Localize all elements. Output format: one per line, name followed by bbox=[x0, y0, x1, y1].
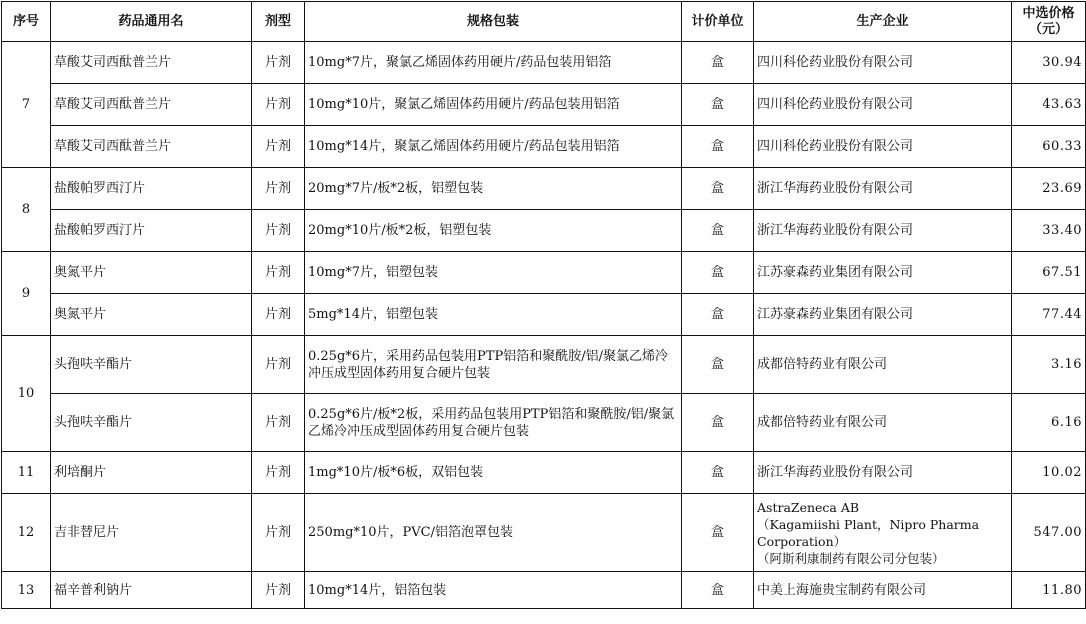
dosage-form: 片剂 bbox=[252, 252, 305, 294]
dosage-form: 片剂 bbox=[252, 572, 305, 609]
table-row bbox=[2, 168, 1086, 210]
drug-name: 奥氮平片 bbox=[51, 294, 252, 336]
row-number: 11 bbox=[2, 452, 51, 494]
row-number: 10 bbox=[2, 336, 51, 452]
dosage-form: 片剂 bbox=[252, 494, 305, 572]
manufacturer: 浙江华海药业股份有限公司 bbox=[754, 210, 1012, 252]
drug-name: 吉非替尼片 bbox=[51, 494, 252, 572]
dosage-form: 片剂 bbox=[252, 210, 305, 252]
drug-price-table bbox=[1, 1, 1086, 609]
selected-price: 547.00 bbox=[1012, 494, 1086, 572]
spec-package: 10mg*7片，聚氯乙烯固体药用硬片/药品包装用铝箔 bbox=[305, 42, 682, 84]
table-row bbox=[2, 294, 1086, 336]
header-price: 中选价格 （元） bbox=[1012, 2, 1086, 42]
pricing-unit: 盒 bbox=[682, 252, 754, 294]
drug-name: 头孢呋辛酯片 bbox=[51, 336, 252, 394]
drug-name: 利培酮片 bbox=[51, 452, 252, 494]
pricing-unit: 盒 bbox=[682, 494, 754, 572]
table-row bbox=[2, 336, 1086, 394]
dosage-form: 片剂 bbox=[252, 42, 305, 84]
table-row bbox=[2, 84, 1086, 126]
spec-package: 20mg*7片/板*2板，铝塑包装 bbox=[305, 168, 682, 210]
table-row bbox=[2, 210, 1086, 252]
header-form: 剂型 bbox=[252, 2, 305, 42]
selected-price: 33.40 bbox=[1012, 210, 1086, 252]
drug-name: 盐酸帕罗西汀片 bbox=[51, 210, 252, 252]
row-number: 13 bbox=[2, 572, 51, 609]
drug-name: 草酸艾司西酞普兰片 bbox=[51, 126, 252, 168]
spec-package: 20mg*10片/板*2板，铝塑包装 bbox=[305, 210, 682, 252]
row-number: 7 bbox=[2, 42, 51, 168]
table-row bbox=[2, 494, 1086, 572]
header-spec: 规格包装 bbox=[305, 2, 682, 42]
spec-package: 10mg*7片，铝塑包装 bbox=[305, 252, 682, 294]
dosage-form: 片剂 bbox=[252, 126, 305, 168]
pricing-unit: 盒 bbox=[682, 294, 754, 336]
drug-name: 盐酸帕罗西汀片 bbox=[51, 168, 252, 210]
selected-price: 60.33 bbox=[1012, 126, 1086, 168]
selected-price: 10.02 bbox=[1012, 452, 1086, 494]
drug-name: 草酸艾司西酞普兰片 bbox=[51, 84, 252, 126]
header-no: 序号 bbox=[2, 2, 51, 42]
selected-price: 43.63 bbox=[1012, 84, 1086, 126]
pricing-unit: 盒 bbox=[682, 210, 754, 252]
pricing-unit: 盒 bbox=[682, 572, 754, 609]
drug-name: 头孢呋辛酯片 bbox=[51, 394, 252, 452]
selected-price: 77.44 bbox=[1012, 294, 1086, 336]
table-row bbox=[2, 42, 1086, 84]
spec-package: 1mg*10片/板*6板，双铝包装 bbox=[305, 452, 682, 494]
spec-package: 10mg*14片，聚氯乙烯固体药用硬片/药品包装用铝箔 bbox=[305, 126, 682, 168]
spec-package: 0.25g*6片/板*2板，采用药品包装用PTP铝箔和聚酰胺/铝/聚氯乙烯冷冲压成型固体药用复合硬片包装 bbox=[305, 394, 682, 452]
dosage-form: 片剂 bbox=[252, 84, 305, 126]
selected-price: 6.16 bbox=[1012, 394, 1086, 452]
header-name: 药品通用名 bbox=[51, 2, 252, 42]
dosage-form: 片剂 bbox=[252, 168, 305, 210]
drug-name: 福辛普利钠片 bbox=[51, 572, 252, 609]
manufacturer: 浙江华海药业股份有限公司 bbox=[754, 168, 1012, 210]
dosage-form: 片剂 bbox=[252, 336, 305, 394]
table-row bbox=[2, 252, 1086, 294]
spec-package: 250mg*10片，PVC/铝箔泡罩包装 bbox=[305, 494, 682, 572]
header-unit: 计价单位 bbox=[682, 2, 754, 42]
table-row bbox=[2, 126, 1086, 168]
drug-name: 奥氮平片 bbox=[51, 252, 252, 294]
pricing-unit: 盒 bbox=[682, 126, 754, 168]
selected-price: 3.16 bbox=[1012, 336, 1086, 394]
spec-package: 5mg*14片，铝塑包装 bbox=[305, 294, 682, 336]
manufacturer: 浙江华海药业股份有限公司 bbox=[754, 452, 1012, 494]
spec-package: 10mg*14片，铝箔包装 bbox=[305, 572, 682, 609]
dosage-form: 片剂 bbox=[252, 394, 305, 452]
pricing-unit: 盒 bbox=[682, 336, 754, 394]
selected-price: 30.94 bbox=[1012, 42, 1086, 84]
row-number: 8 bbox=[2, 168, 51, 252]
row-number: 9 bbox=[2, 252, 51, 336]
table-row bbox=[2, 394, 1086, 452]
spec-package: 10mg*10片，聚氯乙烯固体药用硬片/药品包装用铝箔 bbox=[305, 84, 682, 126]
manufacturer: 四川科伦药业股份有限公司 bbox=[754, 42, 1012, 84]
dosage-form: 片剂 bbox=[252, 452, 305, 494]
selected-price: 23.69 bbox=[1012, 168, 1086, 210]
pricing-unit: 盒 bbox=[682, 394, 754, 452]
pricing-unit: 盒 bbox=[682, 84, 754, 126]
row-number: 12 bbox=[2, 494, 51, 572]
drug-name: 草酸艾司西酞普兰片 bbox=[51, 42, 252, 84]
pricing-unit: 盒 bbox=[682, 42, 754, 84]
spec-package: 0.25g*6片，采用药品包装用PTP铝箔和聚酰胺/铝/聚氯乙烯冷冲压成型固体药用复合硬片包装 bbox=[305, 336, 682, 394]
pricing-unit: 盒 bbox=[682, 452, 754, 494]
manufacturer: 成都倍特药业有限公司 bbox=[754, 336, 1012, 394]
manufacturer: 四川科伦药业股份有限公司 bbox=[754, 84, 1012, 126]
selected-price: 67.51 bbox=[1012, 252, 1086, 294]
manufacturer: 中美上海施贵宝制药有限公司 bbox=[754, 572, 1012, 609]
header-row bbox=[2, 2, 1086, 42]
table-row bbox=[2, 572, 1086, 609]
manufacturer: 四川科伦药业股份有限公司 bbox=[754, 126, 1012, 168]
table-row bbox=[2, 452, 1086, 494]
dosage-form: 片剂 bbox=[252, 294, 305, 336]
selected-price: 11.80 bbox=[1012, 572, 1086, 609]
pricing-unit: 盒 bbox=[682, 168, 754, 210]
manufacturer: AstraZeneca AB （Kagamiishi Plant，Nipro Pharma Corporation） （阿斯利康制药有限公司分包装） bbox=[754, 494, 1012, 572]
manufacturer: 成都倍特药业有限公司 bbox=[754, 394, 1012, 452]
manufacturer: 江苏豪森药业集团有限公司 bbox=[754, 252, 1012, 294]
header-maker: 生产企业 bbox=[754, 2, 1012, 42]
manufacturer: 江苏豪森药业集团有限公司 bbox=[754, 294, 1012, 336]
